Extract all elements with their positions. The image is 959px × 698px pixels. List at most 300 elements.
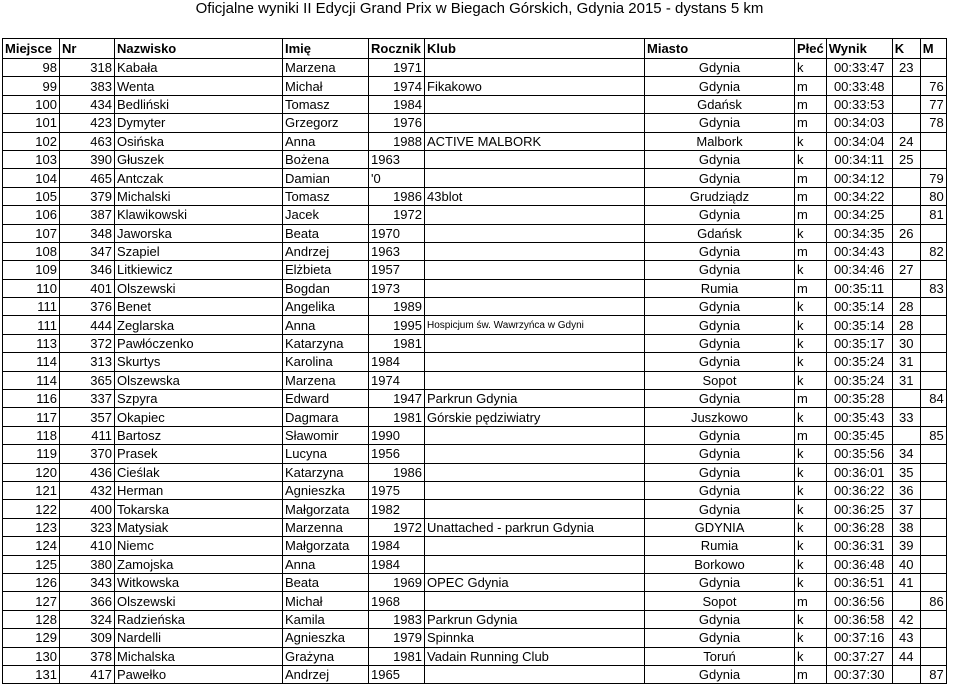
cell-m: 79 (920, 169, 946, 187)
cell-miejsce: 98 (3, 59, 60, 77)
cell-rocznik: 1981 (369, 647, 425, 665)
cell-plec: m (795, 426, 827, 444)
cell-miasto: Gdynia (645, 463, 795, 481)
cell-k: 40 (892, 555, 920, 573)
cell-miejsce: 120 (3, 463, 60, 481)
cell-k: 25 (892, 150, 920, 168)
cell-miasto: Gdynia (645, 334, 795, 352)
cell-rocznik: 1976 (369, 114, 425, 132)
cell-wynik: 00:36:01 (826, 463, 892, 481)
table-row (3, 445, 947, 463)
cell-miejsce: 128 (3, 610, 60, 628)
cell-klub (425, 537, 645, 555)
cell-rocznik: 1984 (369, 95, 425, 113)
cell-k: 23 (892, 59, 920, 77)
header-row (3, 39, 947, 59)
cell-rocznik: 1965 (369, 665, 425, 683)
cell-imie: Marzena (283, 59, 369, 77)
cell-m (920, 261, 946, 279)
cell-nr: 318 (60, 59, 115, 77)
cell-nazwisko: Wenta (115, 77, 283, 95)
cell-nr: 436 (60, 463, 115, 481)
cell-plec: k (795, 59, 827, 77)
cell-nazwisko: Herman (115, 481, 283, 499)
cell-wynik: 00:36:48 (826, 555, 892, 573)
cell-imie: Dagmara (283, 408, 369, 426)
cell-nazwisko: Pawełko (115, 665, 283, 683)
cell-nr: 444 (60, 316, 115, 334)
cell-wynik: 00:36:28 (826, 518, 892, 536)
cell-miejsce: 122 (3, 500, 60, 518)
cell-nazwisko: Radzieńska (115, 610, 283, 628)
cell-miasto: Gdynia (645, 59, 795, 77)
cell-miasto: Rumia (645, 279, 795, 297)
cell-klub (425, 95, 645, 113)
cell-rocznik: 1974 (369, 77, 425, 95)
cell-nr: 357 (60, 408, 115, 426)
cell-wynik: 00:37:30 (826, 665, 892, 683)
cell-nr: 370 (60, 445, 115, 463)
cell-miasto: Borkowo (645, 555, 795, 573)
cell-plec: k (795, 132, 827, 150)
cell-k: 36 (892, 481, 920, 499)
cell-plec: k (795, 629, 827, 647)
cell-wynik: 00:34:12 (826, 169, 892, 187)
cell-k: 38 (892, 518, 920, 536)
cell-m (920, 353, 946, 371)
cell-plec: k (795, 445, 827, 463)
cell-klub (425, 665, 645, 683)
cell-imie: Małgorzata (283, 537, 369, 555)
cell-nazwisko: Głuszek (115, 150, 283, 168)
cell-wynik: 00:33:47 (826, 59, 892, 77)
cell-imie: Bogdan (283, 279, 369, 297)
table-row (3, 573, 947, 591)
cell-nazwisko: Osińska (115, 132, 283, 150)
cell-wynik: 00:37:16 (826, 629, 892, 647)
cell-plec: k (795, 371, 827, 389)
cell-rocznik: 1986 (369, 187, 425, 205)
cell-m: 80 (920, 187, 946, 205)
cell-imie: Tomasz (283, 95, 369, 113)
cell-klub (425, 353, 645, 371)
cell-imie: Andrzej (283, 242, 369, 260)
cell-imie: Beata (283, 573, 369, 591)
cell-rocznik: 1995 (369, 316, 425, 334)
cell-plec: m (795, 95, 827, 113)
table-row (3, 371, 947, 389)
cell-miejsce: 113 (3, 334, 60, 352)
cell-klub: Górskie pędziwiatry (425, 408, 645, 426)
cell-wynik: 00:33:48 (826, 77, 892, 95)
cell-rocznik: 1956 (369, 445, 425, 463)
cell-nr: 432 (60, 481, 115, 499)
cell-wynik: 00:35:56 (826, 445, 892, 463)
cell-plec: k (795, 500, 827, 518)
cell-miasto: Juszkowo (645, 408, 795, 426)
cell-imie: Katarzyna (283, 334, 369, 352)
cell-miejsce: 102 (3, 132, 60, 150)
cell-imie: Bożena (283, 150, 369, 168)
cell-k: 43 (892, 629, 920, 647)
cell-klub: Unattached - parkrun Gdynia (425, 518, 645, 536)
header-nr: Nr (60, 39, 115, 59)
cell-imie: Marzenna (283, 518, 369, 536)
cell-klub: ACTIVE MALBORK (425, 132, 645, 150)
cell-imie: Małgorzata (283, 500, 369, 518)
cell-nr: 365 (60, 371, 115, 389)
cell-wynik: 00:35:14 (826, 298, 892, 316)
cell-nr: 347 (60, 242, 115, 260)
cell-rocznik: 1971 (369, 59, 425, 77)
cell-miejsce: 126 (3, 573, 60, 591)
cell-nr: 313 (60, 353, 115, 371)
cell-k: 39 (892, 537, 920, 555)
cell-k: 31 (892, 353, 920, 371)
cell-nazwisko: Okapiec (115, 408, 283, 426)
cell-miasto: Gdynia (645, 629, 795, 647)
cell-nr: 309 (60, 629, 115, 647)
cell-rocznik: '0 (369, 169, 425, 187)
cell-nazwisko: Witkowska (115, 573, 283, 591)
cell-miasto: Gdynia (645, 445, 795, 463)
cell-m (920, 371, 946, 389)
cell-k (892, 114, 920, 132)
cell-m (920, 518, 946, 536)
cell-klub (425, 206, 645, 224)
cell-miasto: Gdynia (645, 114, 795, 132)
cell-nr: 366 (60, 592, 115, 610)
cell-miejsce: 109 (3, 261, 60, 279)
cell-imie: Katarzyna (283, 463, 369, 481)
cell-nazwisko: Pawłóczenko (115, 334, 283, 352)
cell-k (892, 169, 920, 187)
cell-miasto: Toruń (645, 647, 795, 665)
cell-klub (425, 463, 645, 481)
cell-imie: Beata (283, 224, 369, 242)
cell-m (920, 298, 946, 316)
cell-rocznik: 1982 (369, 500, 425, 518)
cell-imie: Anna (283, 132, 369, 150)
cell-k (892, 665, 920, 683)
table-row (3, 592, 947, 610)
cell-wynik: 00:36:58 (826, 610, 892, 628)
cell-m (920, 150, 946, 168)
cell-m (920, 132, 946, 150)
cell-miasto: Gdynia (645, 573, 795, 591)
table-row (3, 555, 947, 573)
table-row (3, 298, 947, 316)
cell-miasto: Gdynia (645, 77, 795, 95)
cell-m (920, 445, 946, 463)
cell-k: 26 (892, 224, 920, 242)
cell-nr: 423 (60, 114, 115, 132)
cell-m: 77 (920, 95, 946, 113)
table-row (3, 59, 947, 77)
cell-nazwisko: Zeglarska (115, 316, 283, 334)
cell-klub: 43blot (425, 187, 645, 205)
cell-rocznik: 1986 (369, 463, 425, 481)
cell-miasto: Gdańsk (645, 224, 795, 242)
cell-m: 76 (920, 77, 946, 95)
cell-miasto: Sopot (645, 371, 795, 389)
cell-plec: k (795, 537, 827, 555)
cell-nazwisko: Bartosz (115, 426, 283, 444)
cell-wynik: 00:35:43 (826, 408, 892, 426)
cell-klub (425, 334, 645, 352)
cell-wynik: 00:35:45 (826, 426, 892, 444)
cell-plec: k (795, 555, 827, 573)
cell-rocznik: 1963 (369, 242, 425, 260)
cell-wynik: 00:34:46 (826, 261, 892, 279)
cell-klub (425, 592, 645, 610)
cell-k (892, 206, 920, 224)
cell-m (920, 463, 946, 481)
cell-miasto: Gdynia (645, 390, 795, 408)
cell-miejsce: 108 (3, 242, 60, 260)
cell-nazwisko: Prasek (115, 445, 283, 463)
cell-wynik: 00:35:24 (826, 353, 892, 371)
cell-imie: Damian (283, 169, 369, 187)
cell-klub: Parkrun Gdynia (425, 610, 645, 628)
cell-klub (425, 371, 645, 389)
cell-nr: 346 (60, 261, 115, 279)
cell-k: 27 (892, 261, 920, 279)
cell-plec: k (795, 463, 827, 481)
cell-miasto: Gdynia (645, 610, 795, 628)
cell-miejsce: 117 (3, 408, 60, 426)
cell-wynik: 00:35:11 (826, 279, 892, 297)
cell-klub (425, 169, 645, 187)
cell-nr: 383 (60, 77, 115, 95)
cell-k: 35 (892, 463, 920, 481)
cell-nazwisko: Kabała (115, 59, 283, 77)
cell-miejsce: 103 (3, 150, 60, 168)
table-row (3, 279, 947, 297)
cell-wynik: 00:35:14 (826, 316, 892, 334)
cell-klub (425, 150, 645, 168)
cell-plec: k (795, 573, 827, 591)
cell-nr: 343 (60, 573, 115, 591)
cell-rocznik: 1972 (369, 518, 425, 536)
cell-klub (425, 555, 645, 573)
cell-plec: m (795, 592, 827, 610)
cell-miejsce: 105 (3, 187, 60, 205)
cell-imie: Angelika (283, 298, 369, 316)
cell-plec: k (795, 610, 827, 628)
cell-nazwisko: Dymyter (115, 114, 283, 132)
cell-imie: Jacek (283, 206, 369, 224)
cell-miasto: Gdynia (645, 242, 795, 260)
cell-nr: 390 (60, 150, 115, 168)
cell-miejsce: 107 (3, 224, 60, 242)
cell-klub (425, 224, 645, 242)
table-row (3, 95, 947, 113)
table-row (3, 610, 947, 628)
table-row (3, 426, 947, 444)
cell-nazwisko: Antczak (115, 169, 283, 187)
header-plec: Płeć (795, 39, 827, 59)
cell-nazwisko: Michalska (115, 647, 283, 665)
cell-rocznik: 1984 (369, 555, 425, 573)
cell-miejsce: 106 (3, 206, 60, 224)
cell-imie: Grzegorz (283, 114, 369, 132)
cell-plec: m (795, 279, 827, 297)
cell-rocznik: 1979 (369, 629, 425, 647)
table-row (3, 224, 947, 242)
cell-wynik: 00:36:51 (826, 573, 892, 591)
cell-klub: Fikakowo (425, 77, 645, 95)
cell-plec: k (795, 353, 827, 371)
cell-wynik: 00:35:24 (826, 371, 892, 389)
cell-m (920, 555, 946, 573)
cell-miasto: Gdynia (645, 298, 795, 316)
cell-k (892, 242, 920, 260)
cell-k: 44 (892, 647, 920, 665)
cell-k: 28 (892, 298, 920, 316)
cell-nr: 401 (60, 279, 115, 297)
cell-k: 30 (892, 334, 920, 352)
cell-plec: k (795, 150, 827, 168)
table-row (3, 150, 947, 168)
cell-m (920, 408, 946, 426)
header-wynik: Wynik (826, 39, 892, 59)
cell-miasto: Sopot (645, 592, 795, 610)
header-m: M (920, 39, 946, 59)
cell-m: 78 (920, 114, 946, 132)
cell-nr: 376 (60, 298, 115, 316)
cell-miejsce: 111 (3, 316, 60, 334)
cell-miasto: Gdynia (645, 500, 795, 518)
cell-nazwisko: Litkiewicz (115, 261, 283, 279)
cell-rocznik: 1969 (369, 573, 425, 591)
cell-nr: 463 (60, 132, 115, 150)
cell-klub (425, 261, 645, 279)
table-row (3, 518, 947, 536)
cell-miejsce: 131 (3, 665, 60, 683)
cell-miejsce: 99 (3, 77, 60, 95)
cell-plec: k (795, 298, 827, 316)
cell-miejsce: 130 (3, 647, 60, 665)
cell-rocznik: 1947 (369, 390, 425, 408)
cell-klub: Parkrun Gdynia (425, 390, 645, 408)
cell-wynik: 00:36:56 (826, 592, 892, 610)
table-row (3, 408, 947, 426)
table-row (3, 132, 947, 150)
cell-miasto: Gdynia (645, 316, 795, 334)
cell-m (920, 537, 946, 555)
cell-miejsce: 104 (3, 169, 60, 187)
cell-nazwisko: Matysiak (115, 518, 283, 536)
cell-imie: Edward (283, 390, 369, 408)
table-row (3, 647, 947, 665)
table-row (3, 463, 947, 481)
cell-imie: Elżbieta (283, 261, 369, 279)
cell-imie: Agnieszka (283, 629, 369, 647)
cell-nr: 379 (60, 187, 115, 205)
cell-rocznik: 1981 (369, 334, 425, 352)
cell-m (920, 647, 946, 665)
cell-klub: OPEC Gdynia (425, 573, 645, 591)
cell-nr: 410 (60, 537, 115, 555)
cell-nr: 417 (60, 665, 115, 683)
cell-k: 24 (892, 132, 920, 150)
cell-k (892, 95, 920, 113)
cell-k (892, 390, 920, 408)
cell-m (920, 610, 946, 628)
cell-miejsce: 101 (3, 114, 60, 132)
cell-m (920, 224, 946, 242)
cell-miejsce: 121 (3, 481, 60, 499)
cell-klub (425, 242, 645, 260)
cell-wynik: 00:34:25 (826, 206, 892, 224)
cell-miejsce: 124 (3, 537, 60, 555)
cell-plec: k (795, 261, 827, 279)
cell-k: 41 (892, 573, 920, 591)
cell-rocznik: 1974 (369, 371, 425, 389)
cell-nr: 411 (60, 426, 115, 444)
cell-miasto: Gdynia (645, 665, 795, 683)
cell-nr: 387 (60, 206, 115, 224)
cell-m (920, 500, 946, 518)
cell-m (920, 59, 946, 77)
cell-miasto: Gdynia (645, 169, 795, 187)
cell-rocznik: 1988 (369, 132, 425, 150)
cell-k (892, 592, 920, 610)
cell-nr: 465 (60, 169, 115, 187)
cell-nazwisko: Michalski (115, 187, 283, 205)
cell-imie: Andrzej (283, 665, 369, 683)
cell-imie: Lucyna (283, 445, 369, 463)
cell-k: 37 (892, 500, 920, 518)
cell-rocznik: 1984 (369, 353, 425, 371)
header-nazwisko: Nazwisko (115, 39, 283, 59)
cell-k (892, 77, 920, 95)
cell-rocznik: 1957 (369, 261, 425, 279)
cell-m (920, 334, 946, 352)
cell-m (920, 629, 946, 647)
cell-k: 31 (892, 371, 920, 389)
cell-plec: m (795, 187, 827, 205)
header-klub: Klub (425, 39, 645, 59)
cell-miasto: Gdynia (645, 426, 795, 444)
cell-klub: Spinnka (425, 629, 645, 647)
cell-imie: Grażyna (283, 647, 369, 665)
cell-nazwisko: Jaworska (115, 224, 283, 242)
cell-plec: m (795, 114, 827, 132)
header-imie: Imię (283, 39, 369, 59)
cell-m: 86 (920, 592, 946, 610)
cell-miejsce: 123 (3, 518, 60, 536)
header-miejsce: Miejsce (3, 39, 60, 59)
cell-rocznik: 1989 (369, 298, 425, 316)
cell-imie: Kamila (283, 610, 369, 628)
header-k: K (892, 39, 920, 59)
table-row (3, 629, 947, 647)
cell-plec: k (795, 316, 827, 334)
cell-plec: k (795, 647, 827, 665)
cell-rocznik: 1963 (369, 150, 425, 168)
cell-miasto: Gdynia (645, 206, 795, 224)
cell-wynik: 00:34:22 (826, 187, 892, 205)
cell-imie: Anna (283, 555, 369, 573)
cell-miejsce: 118 (3, 426, 60, 444)
cell-miasto: Rumia (645, 537, 795, 555)
cell-m: 81 (920, 206, 946, 224)
cell-miejsce: 114 (3, 353, 60, 371)
cell-miejsce: 114 (3, 371, 60, 389)
cell-nr: 378 (60, 647, 115, 665)
